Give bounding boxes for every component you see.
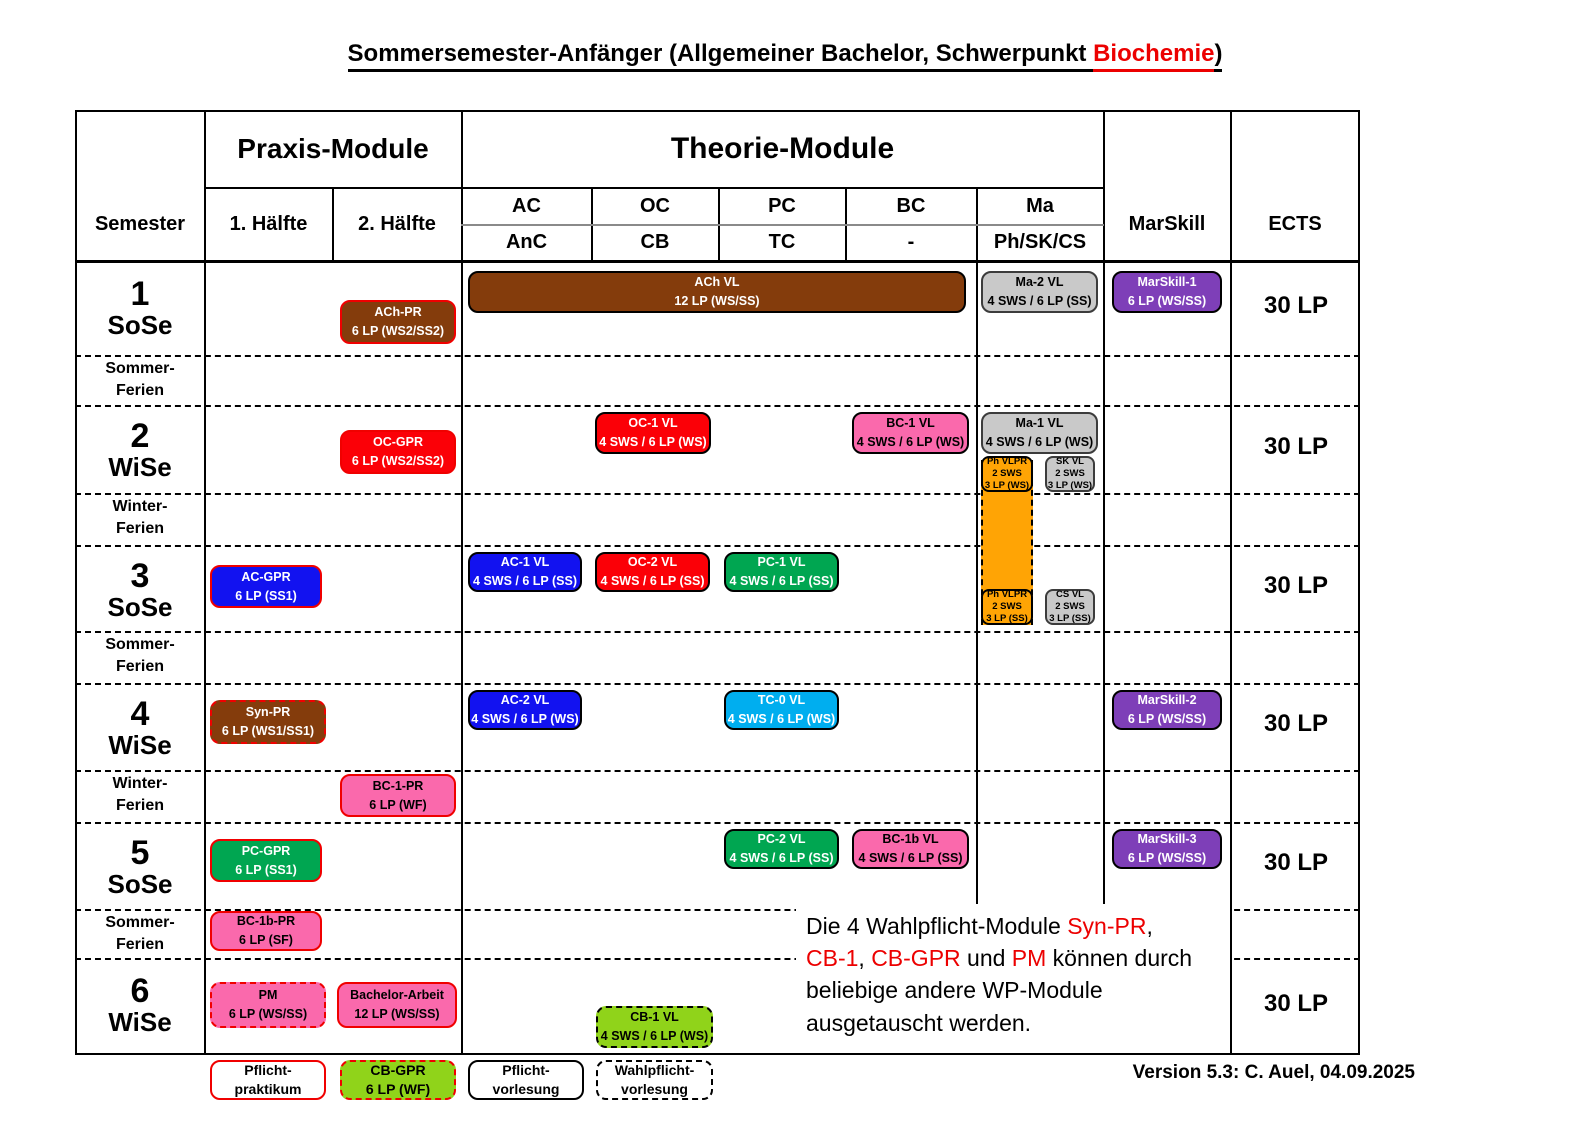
module-credits: 6 LP (WF) — [369, 797, 427, 812]
header-subject-oc: OC — [640, 195, 670, 217]
module-marskill-3 — [1112, 829, 1222, 869]
module-marskill-1 — [1112, 271, 1222, 313]
semester-label-3 — [76, 550, 204, 630]
module-credits: 3 LP (WS) — [1047, 479, 1093, 491]
grid-line — [976, 188, 978, 909]
module-credits: 4 SWS / 6 LP (SS) — [729, 574, 834, 588]
module-credits: 12 LP (WS/SS) — [674, 294, 760, 308]
semester-number: 3 — [130, 556, 150, 595]
legend-cb-gpr — [340, 1060, 456, 1100]
semester-number: 2 — [130, 416, 150, 455]
legend-line: Pflicht- — [244, 1062, 292, 1079]
module-title: MarSkill-3 — [1137, 832, 1197, 847]
note-red-cb1: CB-1 — [806, 945, 859, 972]
module-ph-vlpr-ws — [981, 456, 1033, 492]
module-title: ACh-PR — [374, 305, 422, 320]
semester-number: 5 — [130, 833, 150, 872]
module-credits: 4 SWS / 6 LP (WS) — [471, 712, 579, 726]
note-text: , — [858, 945, 872, 972]
module-title: AC-GPR — [241, 569, 291, 584]
module-credits: 6 LP (WS/SS) — [1127, 851, 1207, 865]
ferien-label-2 — [76, 495, 204, 541]
legend-pflicht-praktikum — [210, 1060, 326, 1100]
module-credits: 4 SWS / 6 LP (SS) — [473, 574, 577, 588]
module-credits: 6 LP (SS1) — [235, 588, 297, 603]
row-divider-dashed — [75, 631, 1360, 633]
note-line — [806, 910, 1230, 942]
ferien-line: Ferien — [115, 658, 164, 675]
row-divider-dashed — [75, 493, 1360, 495]
row-divider-dashed — [75, 355, 1360, 357]
ferien-line: Ferien — [115, 520, 164, 537]
module-pm — [210, 982, 326, 1028]
header-theorie-module: Theorie-Module — [670, 132, 895, 165]
module-credits: 3 LP (SS) — [986, 612, 1028, 624]
legend-line: praktikum — [234, 1081, 302, 1097]
legend-line: CB-GPR — [370, 1062, 426, 1079]
legend-line: 6 LP (WF) — [365, 1081, 431, 1097]
module-oc1-vl — [595, 412, 711, 454]
semester-number: 4 — [130, 694, 150, 733]
module-ph-vlpr-ss — [981, 589, 1033, 625]
header-marskill: MarSkill — [1128, 212, 1206, 235]
module-title: Ph VLPR — [986, 456, 1028, 468]
header-subject-ph-sk-cs: Ph/SK/CS — [993, 231, 1087, 253]
module-title: Bachelor-Arbeit — [350, 988, 444, 1003]
ferien-line: Winter- — [112, 498, 168, 516]
module-title: MarSkill-1 — [1137, 275, 1197, 290]
note-text: Die 4 Wahlpflicht-Module — [806, 913, 1068, 939]
semester-label-5 — [76, 827, 204, 907]
ects-value-sem5: 30 LP — [1263, 849, 1329, 876]
semester-season: SoSe — [107, 869, 173, 900]
module-credits: 4 SWS / 6 LP (WS) — [600, 1029, 709, 1043]
module-credits: 6 LP (SF) — [239, 933, 293, 947]
module-title: OC-GPR — [373, 435, 423, 450]
module-marskill-2 — [1112, 690, 1222, 730]
header-haelfte-2: 2. Hälfte — [358, 212, 436, 235]
module-title: AC-1 VL — [500, 555, 550, 570]
module-title: PC-1 VL — [757, 555, 806, 570]
semester-label-6 — [76, 965, 204, 1045]
module-title: MarSkill-2 — [1137, 693, 1197, 708]
ferien-line: Sommer- — [105, 914, 175, 932]
semester-number: 6 — [130, 971, 150, 1010]
module-sws: 2 SWS — [992, 601, 1022, 613]
header-subject-dash: - — [907, 231, 915, 253]
ects-value-sem6: 30 LP — [1263, 990, 1329, 1017]
module-title: TC-0 VL — [757, 693, 806, 708]
module-credits: 4 SWS / 6 LP (WS) — [985, 435, 1094, 449]
semester-season: WiSe — [108, 730, 172, 761]
module-credits: 4 SWS / 6 LP (WS) — [727, 712, 836, 726]
module-credits: 4 SWS / 6 LP (SS) — [729, 851, 834, 865]
semester-number: 1 — [130, 274, 150, 313]
note-line: ausgetauscht werden. — [806, 1009, 1032, 1036]
module-sws: 2 SWS — [1055, 468, 1085, 480]
module-oc2-vl — [595, 552, 710, 592]
module-credits: 4 SWS / 6 LP (SS) — [858, 851, 963, 865]
wahlpflicht-note — [796, 904, 1230, 1052]
ferien-line: Ferien — [115, 382, 164, 399]
ferien-line: Sommer- — [105, 360, 175, 378]
module-credits: 6 LP (SS1) — [235, 862, 297, 877]
title-highlight-biochemie: Biochemie — [1093, 40, 1214, 72]
row-divider-dashed — [75, 822, 1360, 824]
header-subject-tc: TC — [768, 231, 796, 253]
module-title: SK VL — [1056, 456, 1084, 468]
ferien-label-5 — [76, 911, 204, 957]
module-pc-gpr — [210, 839, 322, 882]
module-credits: 6 LP (WS2/SS2) — [351, 454, 445, 468]
header-subject-bc: BC — [896, 195, 926, 217]
title-close: ) — [1214, 40, 1222, 72]
semester-season: SoSe — [107, 310, 173, 341]
module-credits: 3 LP (SS) — [1049, 612, 1091, 624]
semester-season: WiSe — [108, 1007, 172, 1038]
module-ma1-vl — [981, 412, 1098, 454]
module-title: Ph VLPR — [986, 589, 1028, 601]
note-text: und — [960, 945, 1012, 972]
module-sws: 2 SWS — [992, 468, 1022, 480]
module-ac1-vl — [468, 552, 582, 592]
note-text: können durch — [1046, 945, 1193, 972]
module-bc1-pr — [340, 774, 456, 817]
header-subject-cb: CB — [640, 231, 670, 253]
module-credits: 6 LP (WS/SS) — [1127, 712, 1207, 726]
ects-value-sem1: 30 LP — [1263, 292, 1329, 319]
ferien-label-4 — [76, 772, 204, 818]
module-credits: 4 SWS / 6 LP (SS) — [987, 294, 1092, 308]
legend-line: vorlesung — [621, 1081, 688, 1097]
header-subject-ma: Ma — [1026, 195, 1054, 217]
header-ects: ECTS — [1268, 212, 1322, 235]
ferien-line: Sommer- — [105, 636, 175, 654]
row-divider-dashed — [75, 545, 1360, 547]
legend-line: vorlesung — [492, 1081, 560, 1097]
title-text: Sommersemester-Anfänger (Allgemeiner Bachelor, Schwerpunkt — [348, 40, 1094, 72]
module-tc0-vl — [724, 690, 839, 730]
module-title: BC-1 VL — [886, 416, 935, 431]
module-bc1b-vl — [852, 829, 969, 869]
module-ma2-vl — [981, 271, 1098, 313]
ferien-line: Winter- — [112, 775, 168, 793]
note-red-cb-gpr: CB-GPR — [871, 945, 961, 972]
legend-wahlpflicht-vorlesung — [596, 1060, 713, 1100]
module-pc2-vl — [724, 829, 839, 869]
module-credits: 3 LP (WS) — [984, 479, 1030, 491]
ects-value-sem3: 30 LP — [1263, 572, 1329, 599]
module-credits: 12 LP (WS/SS) — [354, 1007, 440, 1021]
module-title: BC-1-PR — [372, 778, 424, 793]
note-red-pm: PM — [1011, 945, 1047, 972]
module-title: OC-1 VL — [628, 416, 678, 431]
semester-label-4 — [76, 688, 204, 768]
module-title: PC-2 VL — [757, 832, 806, 847]
note-line — [806, 942, 1230, 974]
version-text: Version 5.3: C. Auel, 04.09.2025 — [1132, 1062, 1415, 1083]
ferien-label-1 — [76, 357, 204, 403]
header-subject-pc: PC — [768, 195, 796, 217]
module-syn-pr — [210, 700, 326, 744]
header-subject-anc: AnC — [505, 231, 548, 253]
module-title: OC-2 VL — [627, 555, 678, 570]
legend-pflicht-vorlesung — [468, 1060, 584, 1100]
module-credits: 4 SWS / 6 LP (WS) — [599, 435, 707, 449]
module-oc-gpr — [340, 430, 456, 474]
header-subject-ac: AC — [512, 195, 541, 217]
module-title: Syn-PR — [245, 705, 291, 720]
header-semester: Semester — [94, 212, 186, 235]
module-title: Ma-2 VL — [1015, 275, 1064, 290]
row-divider-dashed — [75, 405, 1360, 407]
module-credits: 6 LP (WS/SS) — [1127, 294, 1207, 308]
header-praxis-module: Praxis-Module — [237, 133, 429, 164]
module-title: CB-1 VL — [630, 1010, 679, 1025]
module-cb1-vl — [596, 1006, 713, 1048]
module-cs-vl — [1045, 589, 1095, 625]
module-credits: 4 SWS / 6 LP (SS) — [600, 574, 705, 588]
legend-line: Pflicht- — [502, 1062, 550, 1079]
module-credits: 6 LP (WS2/SS2) — [351, 324, 445, 338]
module-bc1b-pr — [210, 911, 322, 951]
ects-value-sem2: 30 LP — [1263, 433, 1329, 460]
semester-season: WiSe — [108, 452, 172, 483]
module-pc1-vl — [724, 552, 839, 592]
ferien-line: Ferien — [115, 936, 164, 953]
note-text: , — [1146, 913, 1153, 939]
row-divider-dashed — [75, 770, 1360, 772]
module-credits: 4 SWS / 6 LP (WS) — [856, 435, 965, 449]
note-line: beliebige andere WP-Module — [806, 977, 1103, 1004]
module-sws: 2 SWS — [1055, 601, 1085, 613]
module-ac2-vl — [468, 690, 582, 730]
ferien-line: Ferien — [115, 797, 164, 814]
module-title: AC-2 VL — [500, 693, 550, 708]
page-title — [75, 40, 1495, 68]
module-bc1-vl — [852, 412, 969, 454]
module-ac-gpr — [210, 565, 322, 608]
module-title: Ma-1 VL — [1015, 416, 1064, 431]
module-sk-vl — [1045, 456, 1095, 492]
semester-season: SoSe — [107, 592, 173, 623]
row-divider-dashed — [75, 683, 1360, 685]
grid-line — [75, 260, 1360, 263]
module-title: CS VL — [1056, 589, 1084, 601]
legend-line: Wahlpflicht- — [614, 1062, 695, 1079]
module-ach-pr — [340, 300, 456, 344]
note-red-syn-pr: Syn-PR — [1067, 913, 1147, 939]
ferien-label-3 — [76, 633, 204, 679]
module-credits: 6 LP (WS/SS) — [228, 1007, 308, 1021]
module-title: PC-GPR — [241, 843, 291, 858]
module-ach-vl — [468, 271, 966, 313]
module-title: PM — [258, 988, 278, 1003]
semester-label-1 — [76, 268, 204, 348]
ects-value-sem4: 30 LP — [1263, 710, 1329, 737]
module-title: BC-1b VL — [882, 832, 939, 847]
semester-label-2 — [76, 410, 204, 490]
module-title: ACh VL — [694, 275, 740, 290]
module-title: BC-1b-PR — [236, 914, 296, 929]
header-haelfte-1: 1. Hälfte — [229, 212, 308, 235]
module-bachelor-arbeit — [337, 982, 457, 1028]
module-credits: 6 LP (WS1/SS1) — [221, 724, 315, 738]
